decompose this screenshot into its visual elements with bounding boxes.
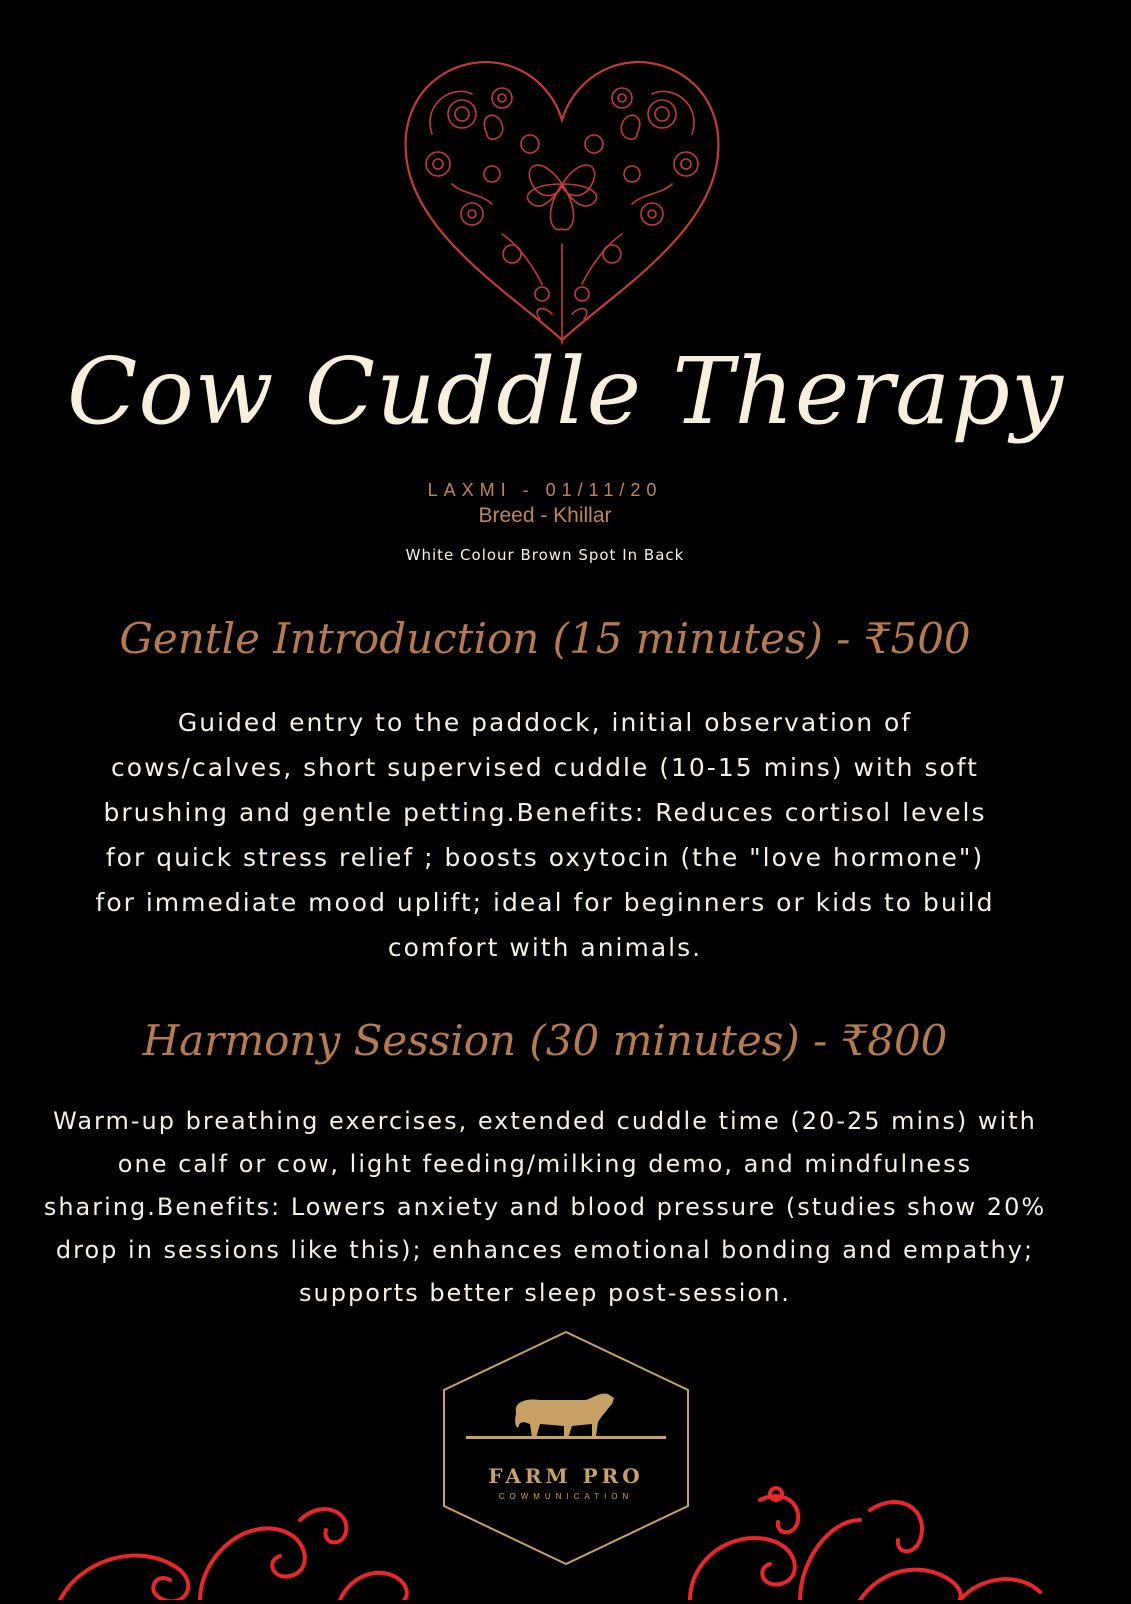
description-line: White Colour Brown Spot In Back (405, 546, 685, 564)
breed-line: Breed - Khillar (478, 504, 612, 527)
page-title: Cow Cuddle Therapy (66, 338, 1065, 445)
session-body-gentle-introduction: Guided entry to the paddock, initial observation of cows/calves, short supervised cuddle (10-15 mins) with soft brushing and gentle petting.Benefits: Reduces cortisol levels for quick stress relief ; boosts oxytocin (the "love hormone") for immediate mood uplift; ideal for beginners or kids to build comfort with animals. (95, 708, 995, 962)
session-heading-gentle-introduction: Gentle Introduction (15 minutes) - ₹500 (119, 614, 971, 663)
logo-subtitle: COWMUNICATION (498, 1492, 634, 1501)
session-heading-harmony-session: Harmony Session (30 minutes) - ₹800 (142, 1016, 948, 1065)
red-swirl-ornament-icon (0, 1480, 1131, 1600)
name-date-line: LAXMI - 01/11/20 (427, 480, 663, 500)
heart-svg (392, 44, 732, 354)
ornamental-heart-icon (392, 44, 732, 354)
swirl-svg (0, 1480, 1131, 1600)
session-body-harmony-session: Warm-up breathing exercises, extended cuddle time (20-25 mins) with one calf or cow, light feeding/milking demo, and mindfulness sharing.Benefits: Lowers anxiety and blood pressure (studies show 20% drop in sessions like this); enhances emotional bonding and empathy; supports better sleep post-session. (43, 1107, 1047, 1307)
logo-name: FARM PRO (488, 1464, 644, 1488)
